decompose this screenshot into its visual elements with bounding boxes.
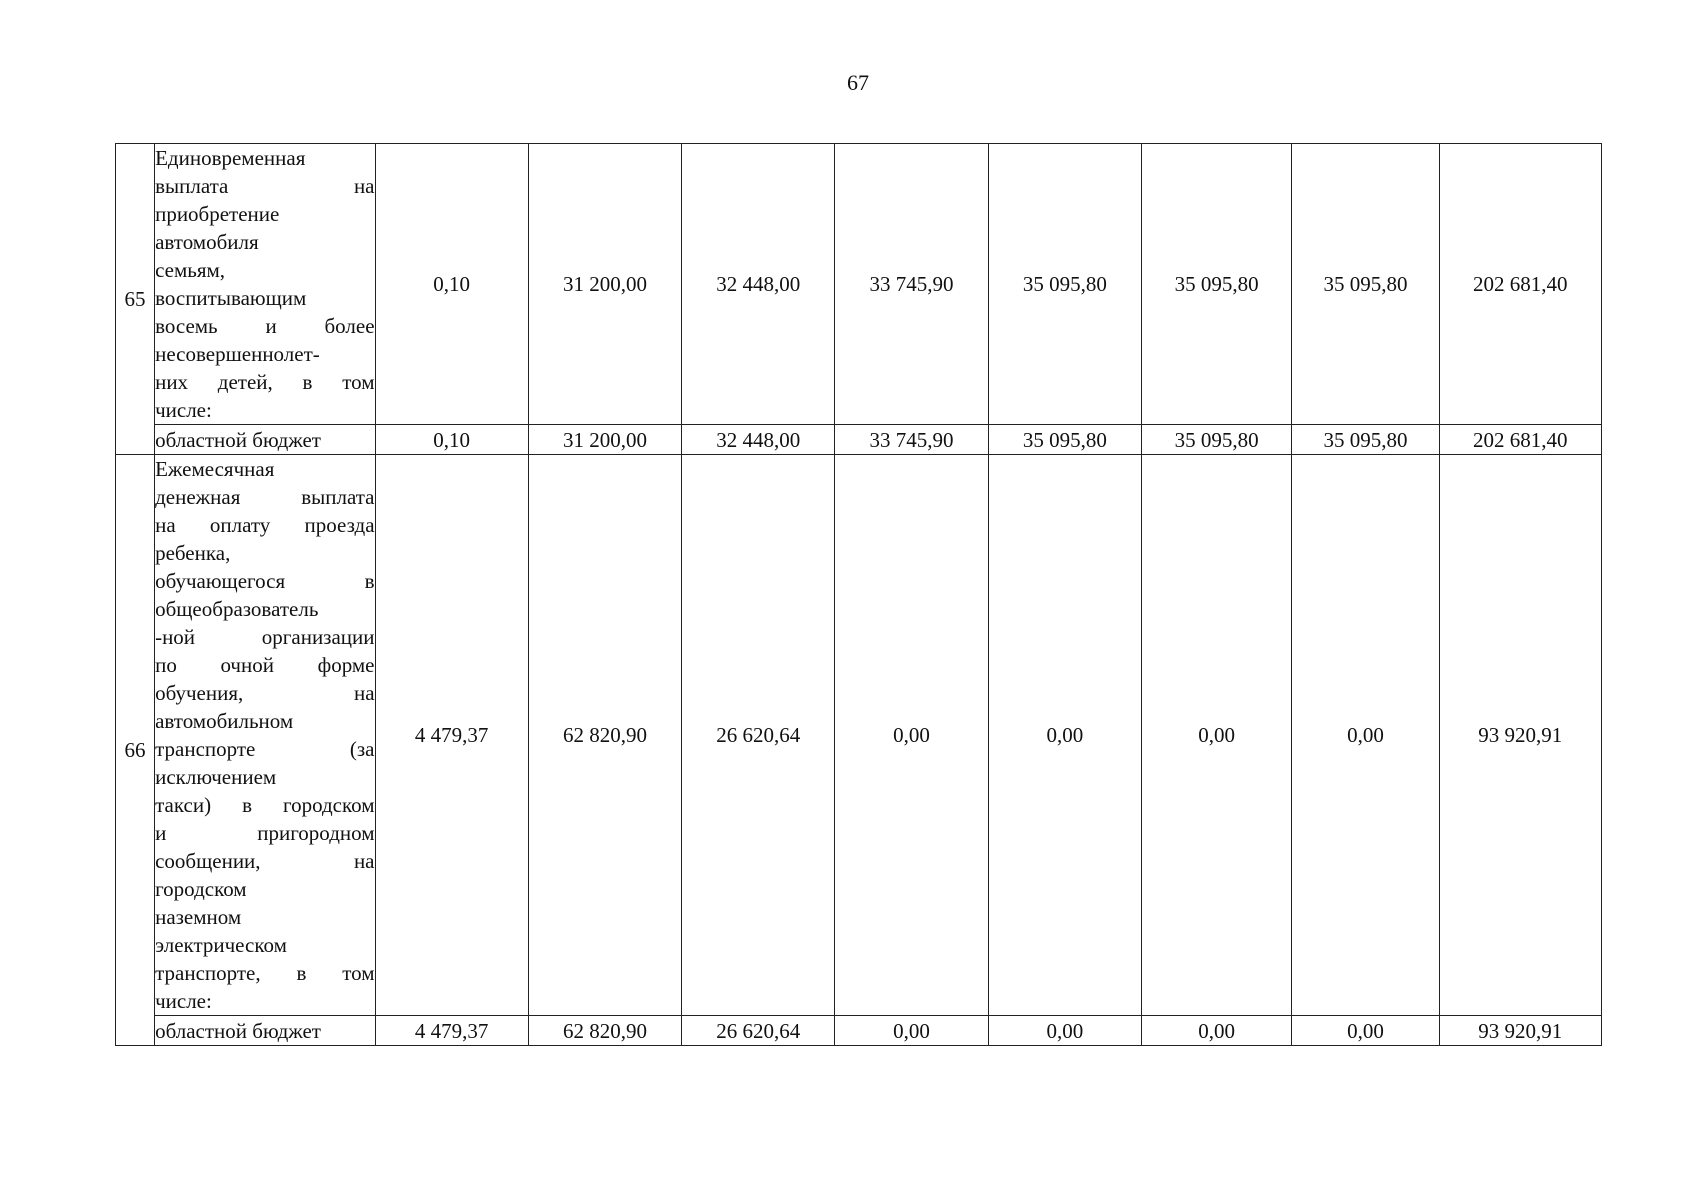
value-cell: 0,00 xyxy=(1292,455,1439,1016)
budget-table xyxy=(115,143,1602,1046)
row-name-line: общеобразователь xyxy=(155,597,319,621)
table-body xyxy=(116,144,1602,1046)
subrow-value-cell: 93 920,91 xyxy=(1439,1016,1601,1046)
row-name-line: наземном xyxy=(155,905,242,929)
row-name-line: ребенка, xyxy=(155,541,231,565)
value-cell: 33 745,90 xyxy=(835,144,988,425)
value-cell: 0,10 xyxy=(375,144,528,425)
value-cell: 35 095,80 xyxy=(1142,144,1292,425)
subrow-value-cell: 202 681,40 xyxy=(1439,425,1601,455)
row-name-line: транспорте, в том xyxy=(155,961,375,985)
row-name-line: числе: xyxy=(155,398,212,422)
page-number: 67 xyxy=(847,70,869,95)
row-name-line: воспитывающим xyxy=(155,286,307,310)
value-cell: 62 820,90 xyxy=(528,455,681,1016)
value-cell: 31 200,00 xyxy=(528,144,681,425)
table-row xyxy=(116,144,1602,425)
value-cell: 4 479,37 xyxy=(375,455,528,1016)
row-name-line: Ежемесячная xyxy=(155,457,275,481)
subrow-value-cell: 31 200,00 xyxy=(528,425,681,455)
subrow-value-cell: 4 479,37 xyxy=(375,1016,528,1046)
row-name-line: обучения, на xyxy=(155,681,375,705)
row-name-line: них детей, в том xyxy=(155,370,375,394)
value-cell: 26 620,64 xyxy=(682,455,835,1016)
row-name-line: по очной форме xyxy=(155,653,375,677)
subrow-value-cell: 35 095,80 xyxy=(1292,425,1439,455)
row-number: 65 xyxy=(116,144,155,455)
subrow-value-cell: 0,10 xyxy=(375,425,528,455)
value-cell: 35 095,80 xyxy=(1292,144,1439,425)
value-cell: 0,00 xyxy=(988,455,1141,1016)
row-name xyxy=(155,455,375,1016)
table-subrow xyxy=(116,1016,1602,1046)
row-name-line: -ной организации xyxy=(155,625,375,649)
value-cell: 0,00 xyxy=(835,455,988,1016)
subrow-value-cell: 0,00 xyxy=(1292,1016,1439,1046)
row-name-line: выплата на xyxy=(155,174,375,198)
subrow-value-cell: 0,00 xyxy=(835,1016,988,1046)
value-cell: 0,00 xyxy=(1142,455,1292,1016)
row-name-line: несовершеннолет- xyxy=(155,342,320,366)
row-name-line: семьям, xyxy=(155,258,226,282)
subrow-value-cell: 35 095,80 xyxy=(1142,425,1292,455)
subrow-value-cell: 26 620,64 xyxy=(682,1016,835,1046)
subrow-value-cell: 0,00 xyxy=(988,1016,1141,1046)
value-cell: 35 095,80 xyxy=(988,144,1141,425)
row-name-line: Единовременная xyxy=(155,146,306,170)
row-name-line: исключением xyxy=(155,765,277,789)
row-name-line: приобретение xyxy=(155,202,280,226)
row-name-line: числе: xyxy=(155,989,212,1013)
subrow-label: областной бюджет xyxy=(155,1016,375,1046)
row-name-line: автомобиля xyxy=(155,230,259,254)
subrow-label: областной бюджет xyxy=(155,425,375,455)
row-name-line: сообщении, на xyxy=(155,849,375,873)
subrow-value-cell: 35 095,80 xyxy=(988,425,1141,455)
table-row xyxy=(116,455,1602,1016)
row-number: 66 xyxy=(116,455,155,1046)
value-cell: 202 681,40 xyxy=(1439,144,1601,425)
subrow-value-cell: 33 745,90 xyxy=(835,425,988,455)
row-name-line: автомобильном xyxy=(155,709,294,733)
row-name-line: транспорте (за xyxy=(155,737,375,761)
table-subrow xyxy=(116,425,1602,455)
value-cell: 93 920,91 xyxy=(1439,455,1601,1016)
row-name-line: электрическом xyxy=(155,933,287,957)
subrow-value-cell: 32 448,00 xyxy=(682,425,835,455)
row-name-line: восемь и более xyxy=(155,314,375,338)
row-name-line: денежная выплата xyxy=(155,485,375,509)
subrow-value-cell: 62 820,90 xyxy=(528,1016,681,1046)
subrow-value-cell: 0,00 xyxy=(1142,1016,1292,1046)
row-name xyxy=(155,144,375,425)
row-name-line: на оплату проезда xyxy=(155,513,375,537)
row-name-line: и пригородном xyxy=(155,821,375,845)
row-name-line: такси) в городском xyxy=(155,793,375,817)
row-name-line: обучающегося в xyxy=(155,569,375,593)
value-cell: 32 448,00 xyxy=(682,144,835,425)
row-name-line: городском xyxy=(155,877,247,901)
